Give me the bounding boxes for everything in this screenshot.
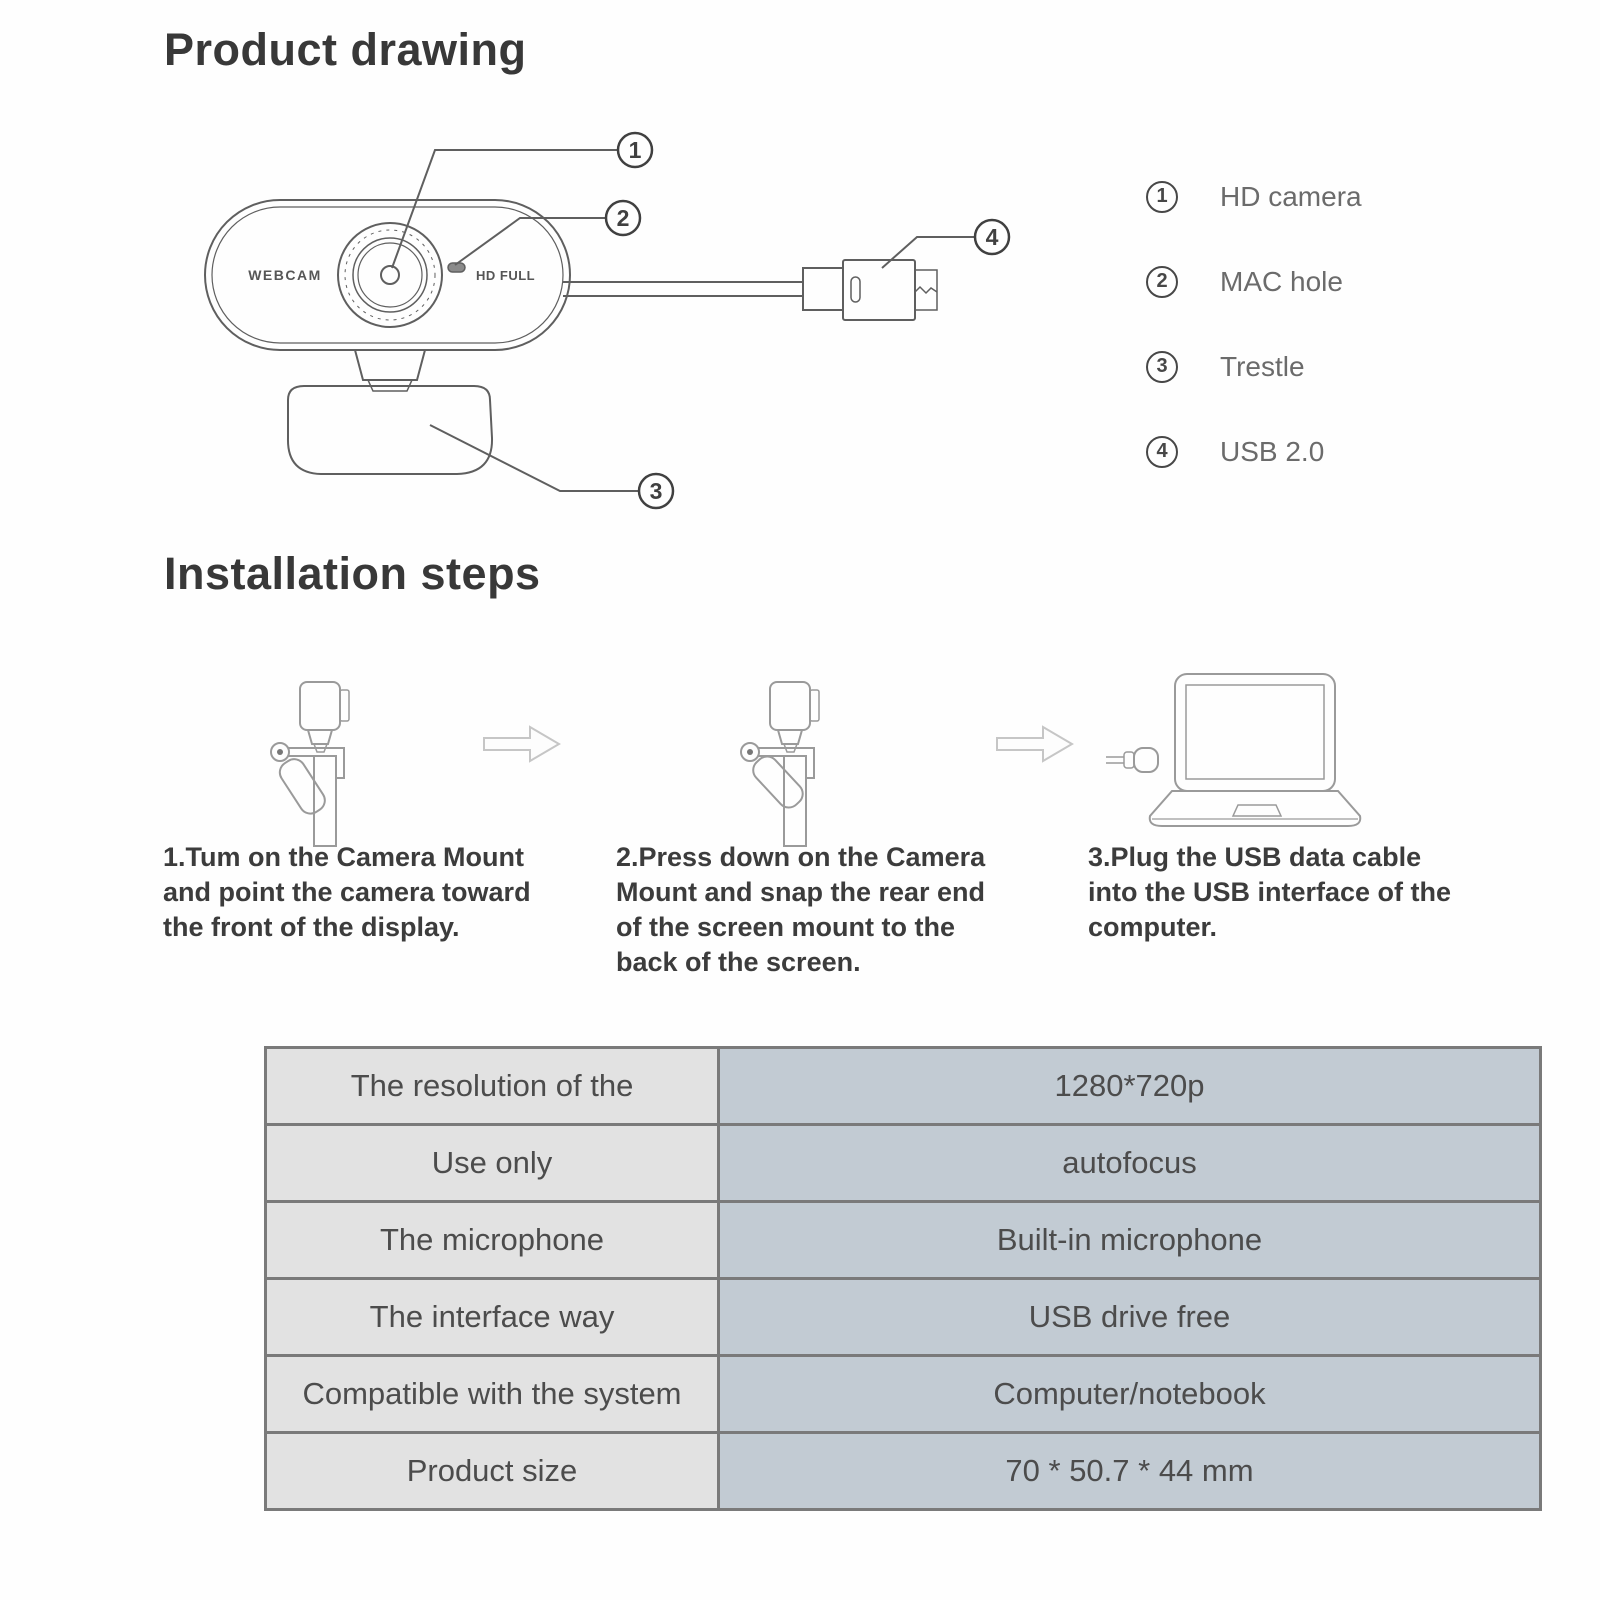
spec-label: Use only: [267, 1126, 720, 1200]
usb-plug-small-icon: [1106, 748, 1158, 772]
spec-label: The resolution of the: [267, 1049, 720, 1123]
step2-webcam-mount-icon: [728, 678, 848, 853]
usb-cable-icon: [563, 282, 803, 296]
circled-1-icon: 1: [1146, 181, 1178, 213]
table-row: [267, 1277, 1539, 1354]
table-row: [267, 1354, 1539, 1431]
step1-caption: 1.Tum on the Camera Mount and point the camera toward the front of the display.: [163, 842, 531, 943]
spec-label: Compatible with the system: [267, 1357, 720, 1431]
legend-label: USB 2.0: [1220, 435, 1325, 467]
hd-full-label: HD FULL: [476, 268, 536, 283]
table-row: [267, 1049, 1539, 1123]
spec-value: autofocus: [720, 1126, 1539, 1200]
spec-value: Computer/notebook: [720, 1357, 1539, 1431]
circled-3-icon: 3: [1146, 351, 1178, 383]
spec-value: 1280*720p: [720, 1049, 1539, 1123]
callout-2: [455, 201, 640, 265]
legend-label: MAC hole: [1220, 265, 1343, 297]
legend-item-usb: [1146, 409, 1362, 494]
legend-item-trestle: [1146, 324, 1362, 409]
legend-item-hd-camera: [1146, 154, 1362, 239]
product-drawing-title: Product drawing: [164, 24, 527, 75]
legend-label: Trestle: [1220, 350, 1305, 382]
table-row: [267, 1431, 1539, 1508]
callout-3-number: 3: [649, 478, 663, 504]
legend: [1146, 154, 1362, 494]
trestle-icon: [288, 386, 492, 474]
legend-item-mac-hole: [1146, 239, 1362, 324]
step2-caption: 2.Press down on the Camera Mount and snap the rear end of the screen mount to the back of the screen.: [616, 842, 986, 978]
step3-caption: 3.Plug the USB data cable into the USB interface of the computer.: [1088, 842, 1452, 943]
spec-value: USB drive free: [720, 1280, 1539, 1354]
callout-4-number: 4: [985, 224, 999, 250]
callout-1-number: 1: [628, 137, 642, 163]
callout-2-number: 2: [616, 205, 630, 231]
spec-value: Built-in microphone: [720, 1203, 1539, 1277]
spec-value: 70 * 50.7 * 44 mm: [720, 1434, 1539, 1508]
webcam-brand-label: WEBCAM: [248, 267, 322, 283]
circled-2-icon: 2: [1146, 266, 1178, 298]
step3-laptop-icon: [1100, 668, 1390, 853]
legend-label: HD camera: [1220, 180, 1362, 212]
spec-table: [264, 1046, 1542, 1511]
arrow-right-icon: [995, 722, 1075, 767]
usb-plug-icon: [803, 260, 937, 320]
step1-webcam-mount-icon: [258, 678, 378, 853]
webcam-diagram: [180, 110, 1140, 550]
camera-lens-icon: [338, 223, 442, 327]
circled-4-icon: 4: [1146, 436, 1178, 468]
webcam-neck-icon: [355, 350, 425, 391]
spec-label: The interface way: [267, 1280, 720, 1354]
callout-3: [430, 425, 673, 508]
installation-steps-title: Installation steps: [164, 548, 541, 599]
arrow-right-icon: [482, 722, 562, 767]
spec-label: The microphone: [267, 1203, 720, 1277]
table-row: [267, 1123, 1539, 1200]
spec-label: Product size: [267, 1434, 720, 1508]
table-row: [267, 1200, 1539, 1277]
